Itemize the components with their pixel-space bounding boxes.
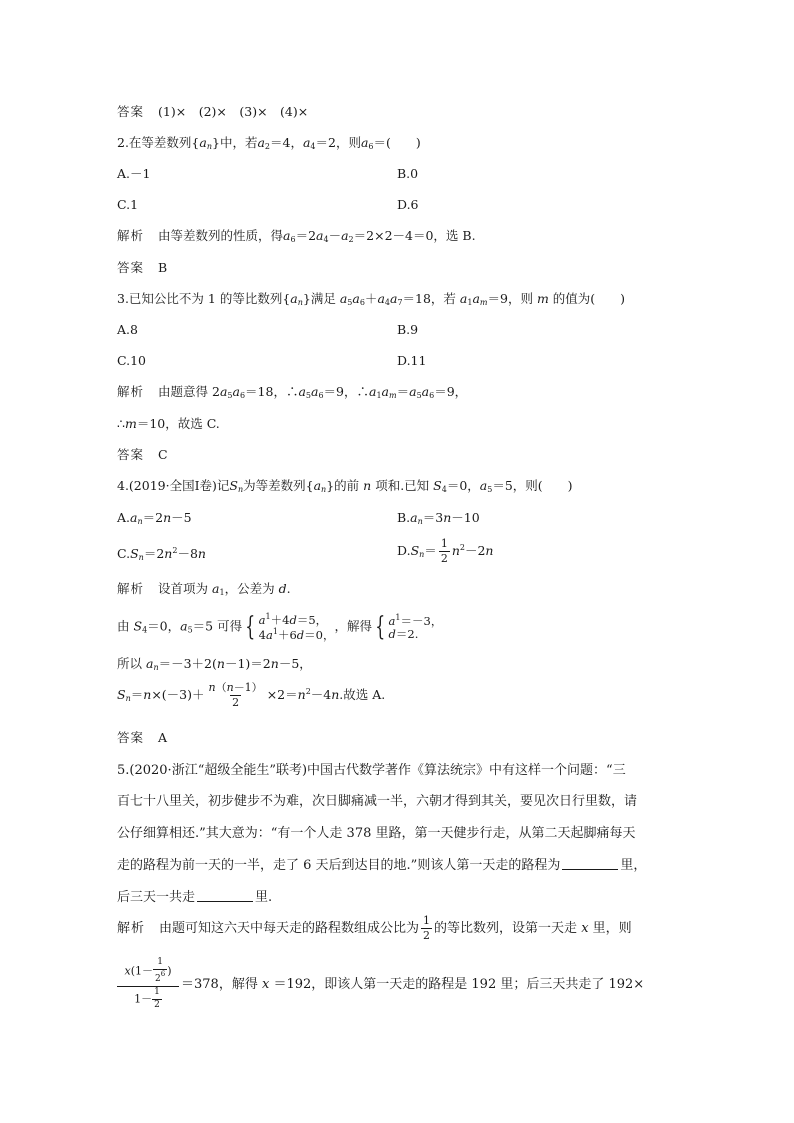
analysis-label: 解析 bbox=[117, 228, 145, 243]
q4-option-b: $B.a_n=3n-10$ bbox=[397, 510, 480, 526]
q5-stem-line2: 百七十八里关，初步健步不为难，次日脚痛减一半，六朝才得到其关，要见次日行里数，请 bbox=[117, 794, 638, 809]
q3-option-a: A.8 bbox=[117, 322, 138, 337]
q5-analysis-line2: x(1－ $\frac{1}{2^6}$ ) 1－ $\frac{1}{2}$ ＝378，解得 x ＝192，即该人第一天走的路程是 192 里；后三天共走了 192× bbox=[117, 958, 644, 1011]
analysis-label: 解析 bbox=[117, 384, 145, 399]
q1-answer: (1)× (2)× (3)× (4)× bbox=[158, 104, 309, 119]
q5-analysis: 解析 由题可知这六天中每天走的路程数组成公比为 $\frac{1}{2}$ 的等比数列，设第一天走 x 里，则 bbox=[117, 914, 632, 943]
q3-option-d: D.11 bbox=[397, 353, 427, 368]
fraction-one-half: $\frac{1}{2}$ bbox=[440, 537, 448, 566]
q4-option-a: $A.a_n=2n-5$ bbox=[117, 510, 192, 526]
q3-option-b: B.9 bbox=[397, 322, 419, 337]
q5-stem-line3: 公仔细算相还.”其大意为：“有一个人走 378 里路，第一天健步行走，从第二天起脚痛每天 bbox=[117, 826, 636, 841]
q4-answer-line: 答案 A bbox=[117, 730, 168, 745]
q4-option-c: $C.S_n=2n^2-8n$ bbox=[117, 546, 206, 562]
q2-analysis: 解析 由等差数列的性质，得$a_6=2a_4-a_2=2\times 2-4=0$，选 B. bbox=[117, 228, 476, 244]
q4-stem: 4.(2019·全国Ⅰ卷)记$S_n$为等差数列$\{a_n\}$的前 n 项和.已知 $S_4=0$，$a_5=5$，则( ) bbox=[117, 478, 573, 494]
analysis-label: 解析 bbox=[117, 921, 146, 937]
q2-option-d: D.6 bbox=[397, 197, 419, 212]
q5-stem-line5: 后三天一共走 里. bbox=[117, 890, 273, 905]
answer-blank-2[interactable] bbox=[197, 889, 253, 902]
fraction-n-n-minus-1-over-2: $\frac{n(n-1)}{2}$ bbox=[208, 681, 263, 710]
answer-label: 答案 bbox=[117, 447, 145, 462]
answer-blank-1[interactable] bbox=[562, 857, 618, 870]
sum-formula-fraction: x(1－ $\frac{1}{2^6}$ ) 1－ $\frac{1}{2}$ bbox=[117, 958, 179, 1011]
q2-stem: 2.在等差数列$\{a_n\}$中，若$a_2=4$，$a_4=2$，则$a_6=$( ) bbox=[117, 135, 421, 151]
solution-system: { $a^1=-3$， d＝2. bbox=[375, 612, 443, 643]
q3-stem: 3.已知公比不为 1 的等比数列$\{a_n\}$满足 $a_5a_6+a_4a_7=18$，若 $a_1a_m=9$，则 m 的值为( ) bbox=[117, 291, 626, 307]
q2-answer-line: 答案 B bbox=[117, 260, 168, 275]
q4-analysis: 解析 设首项为 $a_1$，公差为 d. bbox=[117, 581, 291, 597]
q3-option-c: C.10 bbox=[117, 353, 146, 368]
q2-option-a: A.－1 bbox=[117, 166, 151, 181]
q5-stem-line4: 走的路程为前一天的一半，走了 6 天后到达目的地.”则该人第一天走的路程为 里， bbox=[117, 858, 647, 873]
q4-analysis-system: 由 $S_4=0$，$a_5=5$ 可得 { $a^1+4d=5$， $4a^1+6d=0$， ，解得 { $a^1=-3$， d＝2. bbox=[117, 612, 443, 643]
q4-analysis-line4: $S_n=n\times(-3)+$ $\frac{n(n-1)}{2}$ $\times 2=n^2-4n$.故选 A. bbox=[117, 681, 386, 710]
analysis-label: 解析 bbox=[117, 581, 145, 596]
equation-system: { $a^1+4d=5$， $4a^1+6d=0$， bbox=[245, 612, 335, 643]
answer-label: 答案 bbox=[117, 730, 145, 745]
q2-option-c: C.1 bbox=[117, 197, 139, 212]
fraction-one-half: $\frac{1}{2}$ bbox=[423, 914, 431, 943]
q3-analysis-line2: ∴m＝10，故选 C. bbox=[117, 416, 220, 431]
q4-analysis-line3: 所以 $a_n=-3+2(n-1)=2n-5$， bbox=[117, 656, 312, 672]
q3-answer-line: 答案 C bbox=[117, 447, 168, 462]
q5-stem-line1: 5.(2020·浙江“超级全能生”联考)中国古代数学著作《算法统宗》中有这样一个问题：“三 bbox=[117, 763, 626, 778]
answer-label: 答案 bbox=[117, 260, 145, 275]
q4-option-d: $D.S_n=$ $\frac{1}{2}$ $n^2-2n$ bbox=[397, 537, 494, 566]
q1-answer-line bbox=[117, 106, 308, 119]
q3-analysis: 解析 由题意得 $2a_5a_6=18$，$\therefore a_5a_6=9$，$\therefore a_1a_m=a_5a_6=9$， bbox=[117, 384, 468, 400]
answer-label: 答案 bbox=[117, 104, 145, 119]
q2-option-b: B.0 bbox=[397, 166, 419, 181]
